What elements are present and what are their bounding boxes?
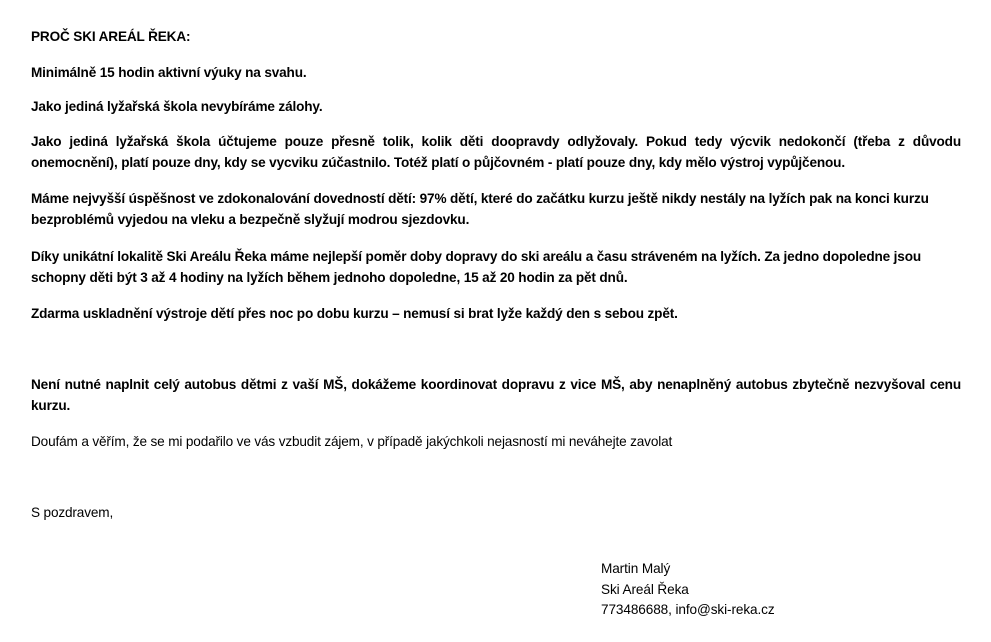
greeting: S pozdravem, bbox=[31, 505, 114, 520]
signature-contact: 773486688, info@ski-reka.cz bbox=[601, 602, 775, 617]
paragraph-bus: Není nutné naplnit celý autobus dětmi z vaší MŠ, dokážeme koordinovat dopravu z vice MŠ, aby nenaplněný autobus zbytečně nezvyšoval cenu kurzu. bbox=[31, 377, 961, 413]
paragraph-success-rate: Máme nejvyšší úspěšnost ve zdokonalování dovedností dětí: 97% dětí, které do začátku kurzu ještě nikdy nestály na lyžích pak na konci kurzu bezproblémů vyjedou na vleku a bezpečně slyžují modrou sjezdovku. bbox=[31, 191, 929, 227]
paragraph-storage: Zdarma uskladnění výstroje dětí přes noc po dobu kurzu – nemusí si brat lyže každý den s sebou zpět. bbox=[31, 306, 678, 321]
signature-name: Martin Malý bbox=[601, 561, 671, 576]
paragraph-location: Díky unikátní lokalitě Ski Areálu Řeka máme nejlepší poměr doby dopravy do ski areálu a času stráveném na lyžích. Za jedno dopoledne jsou schopny děti být 3 až 4 hodiny na lyžích během jednoho dopoledne, 15 až 20 hodin za pět dnů. bbox=[31, 249, 922, 285]
document-heading: PROČ SKI AREÁL ŘEKA: bbox=[31, 29, 191, 44]
paragraph-billing: Jako jediná lyžařská škola účtujeme pouze přesně tolik, kolik děti doopravdy odlyžovaly. Pokud tedy výcvik nedokončí (třeba z důvodu onemocnění), platí pouze dny, kdy se vycviku zúčastnilo. Totéž platí o půjčovném - platí pouze dny, kdy mělo výstroj vypůjčenou. bbox=[31, 134, 961, 170]
signature-company: Ski Areál Řeka bbox=[601, 581, 689, 597]
signature-block bbox=[601, 559, 775, 621]
paragraph-no-deposit: Jako jediná lyžařská škola nevybíráme zálohy. bbox=[31, 99, 323, 114]
closing-note: Doufám a věřím, že se mi podařilo ve vás vzbudit zájem, v případě jakýchkoli nejasností mi neváhejte zavolat bbox=[31, 434, 673, 449]
paragraph-min-hours: Minimálně 15 hodin aktivní výuky na svahu. bbox=[31, 65, 307, 80]
